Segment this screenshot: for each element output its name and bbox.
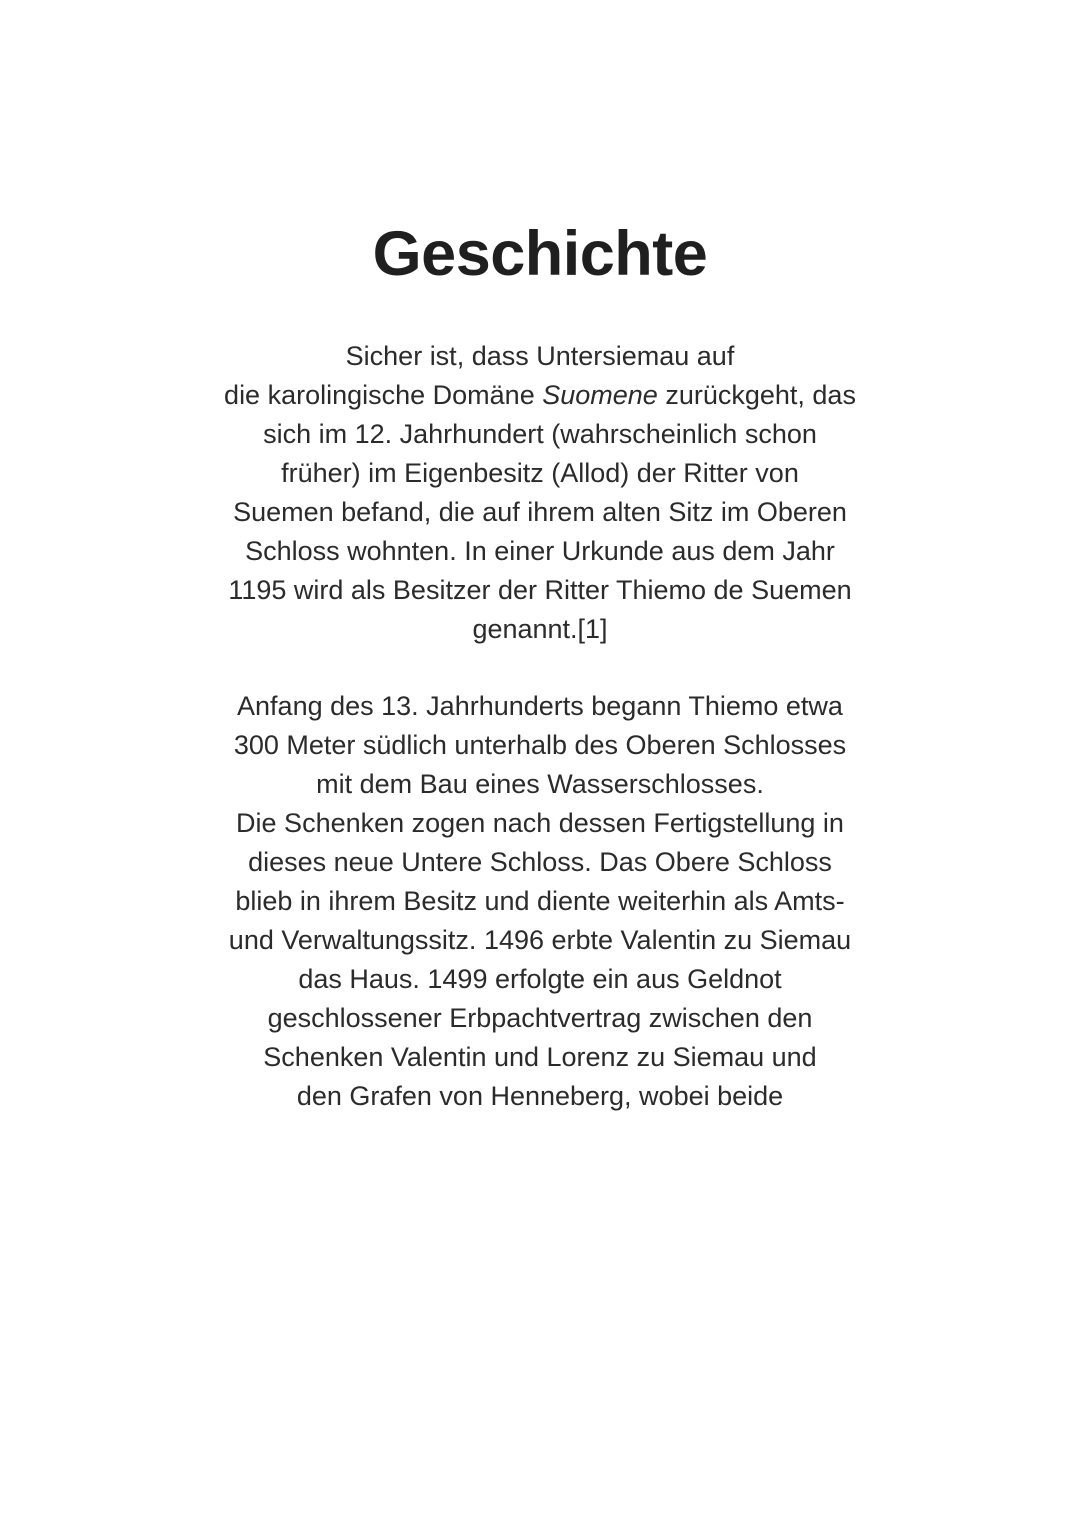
paragraph-line: den Grafen von Henneberg, wobei beide bbox=[296, 1081, 784, 1111]
paragraph-line: Die Schenken zogen nach dessen Fertigstellung in bbox=[236, 808, 844, 838]
paragraph-line: geschlossener Erbpachtvertrag zwischen den bbox=[267, 1003, 813, 1033]
paragraph-2 bbox=[190, 687, 890, 1116]
paragraph-line: dieses neue Untere Schloss. Das Obere Schloss bbox=[248, 847, 832, 877]
paragraph-line: früher) im Eigenbesitz (Allod) der Ritter von bbox=[281, 458, 799, 488]
paragraph-line-with-footnote: genannt.[1] bbox=[472, 614, 608, 644]
paragraph-line: Anfang des 13. Jahrhunderts begann Thiemo etwa bbox=[237, 691, 843, 721]
page-title: Geschichte bbox=[372, 219, 708, 289]
paragraph-line: sich im 12. Jahrhundert (wahrscheinlich schon bbox=[263, 419, 817, 449]
paragraph-1 bbox=[190, 337, 890, 649]
paragraph-line: Schloss wohnten. In einer Urkunde aus dem Jahr bbox=[245, 536, 835, 566]
paragraph-line bbox=[190, 376, 890, 415]
paragraph-line: Sicher ist, dass Untersiemau auf bbox=[345, 341, 735, 371]
paragraph-line: das Haus. 1499 erfolgte ein aus Geldnot bbox=[298, 964, 782, 994]
italic-term: Suomene bbox=[542, 380, 658, 410]
paragraph-line: blieb in ihrem Besitz und diente weiterhin als Amts- bbox=[235, 886, 845, 916]
paragraph-line: Suemen befand, die auf ihrem alten Sitz im Oberen bbox=[233, 497, 847, 527]
paragraph-line: und Verwaltungssitz. 1496 erbte Valentin zu Siemau bbox=[228, 925, 852, 955]
paragraph-line: Schenken Valentin und Lorenz zu Siemau und bbox=[263, 1042, 817, 1072]
paragraph-line: 300 Meter südlich unterhalb des Oberen Schlosses bbox=[233, 730, 847, 760]
text-segment: die karolingische Domäne bbox=[224, 380, 543, 410]
paragraph-line: 1195 wird als Besitzer der Ritter Thiemo de Suemen bbox=[228, 575, 852, 605]
paragraph-line: mit dem Bau eines Wasserschlosses. bbox=[316, 769, 764, 799]
text-segment: zurückgeht, das bbox=[657, 380, 856, 410]
